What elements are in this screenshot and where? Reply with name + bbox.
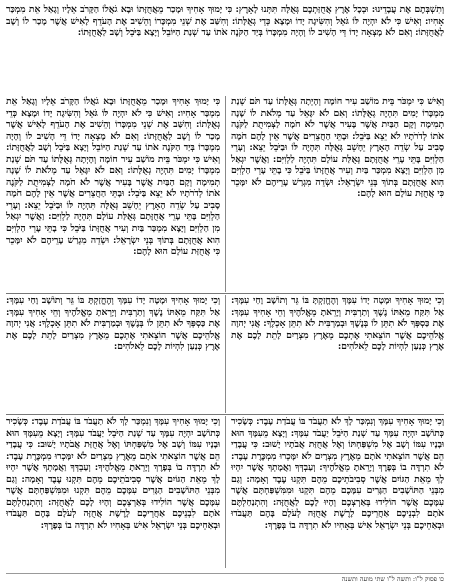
section-2-left-column: וְכִי יָמוּךְ אָחִיךָ וּמָטָה יָדוֹ עִמָּךְ וְהֶחֱזַקְתָּ בּוֹ גֵּר וְתוֹשָׁב וָחַי עִמָּךְ: אַל תִּקַּח מֵאִתּוֹ נֶשֶׁךְ וְתַרְבִּית וְיָרֵאתָ מֵאֱלֹהֶיךָ וְחֵי אָחִיךָ עִמָּךְ: אֶת כַּסְפְּךָ לֹא תִתֵּן לוֹ בְּנֶשֶׁךְ וּבְמַרְבִּית לֹא תִתֵּן אָכְלֶךָ: אֲנִי יְהוָה אֱלֹהֵיכֶם אֲשֶׁר הוֹצֵאתִי אֶתְכֶם מֵאֶרֶץ מִצְרַיִם לָתֵת לָכֶם אֶת אֶרֶץ כְּנַעַן לִהְיוֹת לָכֶם לֵאלֹהִים: <box>6 295 226 413</box>
section-3-left-column: וְכִי יָמוּךְ אָחִיךָ עִמָּךְ וְנִמְכַּר לָךְ לֹא תַעֲבֹד בּוֹ עֲבֹדַת עָבֶד: כְּשָׂכִיר כְּתוֹשָׁב יִהְיֶה עִמָּךְ עַד שְׁנַת הַיֹּבֵל יַעֲבֹד עִמָּךְ: וְיָצָא מֵעִמָּךְ הוּא וּבָנָיו עִמּוֹ וְשָׁב אֶל מִשְׁפַּחְתּוֹ וְאֶל אֲחֻזַּת אֲבֹתָיו יָשׁוּב: כִּי עֲבָדַי הֵם אֲשֶׁר הוֹצֵאתִי אֹתָם מֵאֶרֶץ מִצְרַיִם לֹא יִמָּכְרוּ מִמְכֶּרֶת עָבֶד: לֹא תִרְדֶּה בוֹ בְּפָרֶךְ וְיָרֵאתָ מֵאֱלֹהֶיךָ: וְעַבְדְּךָ וַאֲמָתְךָ אֲשֶׁר יִהְיוּ לָךְ מֵאֵת הַגּוֹיִם אֲשֶׁר סְבִיבֹתֵיכֶם מֵהֶם תִּקְנוּ עֶבֶד וְאָמָה: וְגַם מִבְּנֵי הַתּוֹשָׁבִים הַגָּרִים עִמָּכֶם מֵהֶם תִּקְנוּ וּמִמִּשְׁפַּחְתָּם אֲשֶׁר עִמָּכֶם אֲשֶׁר הוֹלִידוּ בְּאַרְצְכֶם וְהָיוּ לָכֶם לַאֲחֻזָּה: וְהִתְנַחַלְתֶּם אֹתָם לִבְנֵיכֶם אַחֲרֵיכֶם לָרֶשֶׁת אֲחֻזָּה לְעֹלָם בָּהֶם תַּעֲבֹדוּ וּבְאַחֵיכֶם בְּנֵי יִשְׂרָאֵל אִישׁ בְּאָחִיו לֹא תִרְדֶּה בוֹ בְּפָרֶךְ: <box>6 416 226 568</box>
section-2-right-column: וְכִי יָמוּךְ אָחִיךָ וּמָטָה יָדוֹ עִמָּךְ וְהֶחֱזַקְתָּ בּוֹ גֵּר וְתוֹשָׁב וָחַי עִמָּךְ: אַל תִּקַּח מֵאִתּוֹ נֶשֶׁךְ וְתַרְבִּית וְיָרֵאתָ מֵאֱלֹהֶיךָ וְחֵי אָחִיךָ עִמָּךְ: אֶת כַּסְפְּךָ לֹא תִתֵּן לוֹ בְּנֶשֶׁךְ וּבְמַרְבִּית לֹא תִתֵּן אָכְלֶךָ: אֲנִי יְהוָה אֱלֹהֵיכֶם אֲשֶׁר הוֹצֵאתִי אֶתְכֶם מֵאֶרֶץ מִצְרָיִם לָתֵת לָכֶם אֶת אֶרֶץ כְּנַעַן לִהְיוֹת לָכֶם לֵאלֹהִים: <box>231 295 444 353</box>
section-2-columns <box>6 295 444 413</box>
section-1-columns <box>6 96 444 292</box>
section-divider <box>6 414 444 415</box>
page-footer: כו פסוק ל"ו: ותשה ל"ו שתי מועה ותשנה <box>6 573 444 584</box>
section-3-columns <box>6 416 444 568</box>
top-verse-block: וְתִשְׁבְּתֶם אֶת עֲבָדֵינוּ: וּבְכָל אֶרֶץ אֲחֻזַּתְכֶם גְּאֻלָּה תִּתְּנוּ לָאָרֶץ: כִּי יָמוּךְ אָחִיךָ וּמָכַר מֵאֲחֻזָּתוֹ וּבָא גֹאֲלוֹ הַקָּרֹב אֵלָיו וְגָאַל אֵת מִמְכַּר אָחִיו: וְאִישׁ כִּי לֹא יִהְיֶה לּוֹ גֹּאֵל וְהִשִּׂיגָה יָדוֹ וּמָצָא כְּדֵי גְאֻלָּתוֹ: וְחִשַּׁב אֶת שְׁנֵי מִמְכָּרוֹ וְהֵשִׁיב אֶת הָעֹדֵף לָאִישׁ אֲשֶׁר מָכַר לוֹ וְשָׁב לַאֲחֻזָּתוֹ: וְאִם לֹא מָצְאָה יָדוֹ דֵּי הָשִׁיב לוֹ וְהָיָה מִמְכָּרוֹ בְּיַד הַקֹּנֶה אֹתוֹ עַד שְׁנַת הַיּוֹבֵל וְיָצָא בַּיֹּבֵל וְשָׁב לַאֲחֻזָּתוֹ: <box>6 4 444 39</box>
section-divider <box>6 293 444 294</box>
section-1-right-column: וְאִישׁ כִּי יִמְכֹּר בֵּית מוֹשַׁב עִיר חוֹמָה וְהָיְתָה גְּאֻלָּתוֹ עַד תֹּם שְׁנַת מִמְכָּרוֹ יָמִים תִּהְיֶה גְאֻלָּתוֹ: וְאִם לֹא יִגָּאֵל עַד מְלֹאת לוֹ שָׁנָה תְמִימָה וְקָם הַבַּיִת אֲשֶׁר בָּעִיר אֲשֶׁר לֹא חֹמָה לַצְּמִיתֻת לַקֹּנֶה אֹתוֹ לְדֹרֹתָיו לֹא יֵצֵא בַּיֹּבֵל: וּבָתֵּי הַחֲצֵרִים אֲשֶׁר אֵין לָהֶם חֹמָה סָבִיב עַל שְׂדֵה הָאָרֶץ יֵחָשֵׁב גְּאֻלָּה תִּהְיֶה לּוֹ וּבַיֹּבֵל יֵצֵא: וְעָרֵי הַלְוִיִּם בָּתֵּי עָרֵי אֲחֻזָּתָם גְּאֻלַּת עוֹלָם תִּהְיֶה לַלְוִיִּם: וַאֲשֶׁר יִגְאַל מִן הַלְוִיִּם וְיָצָא מִמְכַּר בַּיִת וְעִיר אֲחֻזָּתוֹ בַּיֹּבֵל כִּי בָתֵּי עָרֵי הַלְוִיִּם הִוא אֲחֻזָּתָם בְּתוֹךְ בְּנֵי יִשְׂרָאֵל: וּשְׂדֵה מִגְרַשׁ עָרֵיהֶם לֹא יִמָּכֵר כִּי אֲחֻזַּת עוֹלָם הוּא לָהֶם: <box>231 96 444 200</box>
section-1-left-column: כִּי יָמוּךְ אָחִיךָ וּמָכַר מֵאֲחֻזָּתוֹ וּבָא גֹאֲלוֹ הַקָּרֹב אֵלָיו וְגָאַל אֵת מִמְכַּר אָחִיו: וְאִישׁ כִּי לֹא יִהְיֶה לּוֹ גֹּאֵל וְהִשִּׂיגָה יָדוֹ וּמָצָא כְּדֵי גְאֻלָּתוֹ: וְחִשַּׁב אֶת שְׁנֵי מִמְכָּרוֹ וְהֵשִׁיב אֶת הָעֹדֵף לָאִישׁ אֲשֶׁר מָכַר לוֹ וְשָׁב לַאֲחֻזָּתוֹ: וְאִם לֹא מָצְאָה יָדוֹ דֵּי הָשִׁיב לוֹ וְהָיָה מִמְכָּרוֹ בְּיַד הַקֹּנֶה אֹתוֹ עַד שְׁנַת הַיּוֹבֵל וְיָצָא בַּיֹּבֵל וְשָׁב לַאֲחֻזָּתוֹ: וְאִישׁ כִּי יִמְכֹּר בֵּית מוֹשַׁב עִיר חוֹמָה וְהָיְתָה גְּאֻלָּתוֹ עַד תֹּם שְׁנַת מִמְכָּרוֹ יָמִים תִּהְיֶה גְאֻלָּתוֹ: וְאִם לֹא יִגָּאֵל עַד מְלֹאת לוֹ שָׁנָה תְמִימָה וְקָם הַבַּיִת אֲשֶׁר בָּעִיר אֲשֶׁר לֹא חֹמָה לַצְּמִיתֻת לַקֹּנֶה אֹתוֹ לְדֹרֹתָיו לֹא יֵצֵא בַּיֹּבֵל: וּבָתֵּי הַחֲצֵרִים אֲשֶׁר אֵין לָהֶם חֹמָה סָבִיב עַל שְׂדֵה הָאָרֶץ יֵחָשֵׁב גְּאֻלָּה תִּהְיֶה לּוֹ וּבַיֹּבֵל יֵצֵא: וְעָרֵי הַלְוִיִּם בָּתֵּי עָרֵי אֲחֻזָּתָם גְּאֻלַּת עוֹלָם תִּהְיֶה לַלְוִיִּם: וַאֲשֶׁר יִגְאַל מִן הַלְוִיִּם וְיָצָא מִמְכַּר בַּיִת וְעִיר אֲחֻזָּתוֹ בַּיֹּבֵל כִּי בָתֵּי עָרֵי הַלְוִיִּם הִוא אֲחֻזָּתָם בְּתוֹךְ בְּנֵי יִשְׂרָאֵל: וּשְׂדֵה מִגְרַשׁ עָרֵיהֶם לֹא יִמָּכֵר כִּי אֲחֻזַּת עוֹלָם הוּא לָהֶם: <box>6 96 226 292</box>
section-3-right-column: וְכִי יָמוּךְ אָחִיךָ עִמָּךְ וְנִמְכַּר לָךְ לֹא תַעֲבֹד בּוֹ עֲבֹדַת עָבֶד: כְּשָׂכִיר כְּתוֹשָׁב יִהְיֶה עִמָּךְ עַד שְׁנַת הַיֹּבֵל יַעֲבֹד עִמָּךְ: וְיָצָא מֵעִמָּךְ הוּא וּבָנָיו עִמּוֹ וְשָׁב אֶל מִשְׁפַּחְתּוֹ וְאֶל אֲחֻזַּת אֲבֹתָיו יָשׁוּב: כִּי עֲבָדַי הֵם אֲשֶׁר הוֹצֵאתִי אֹתָם מֵאֶרֶץ מִצְרָיִם לֹא יִמָּכְרוּ מִמְכֶּרֶת עָבֶד: לֹא תִרְדֶּה בוֹ בְּפָרֶךְ וְיָרֵאתָ מֵאֱלֹהֶיךָ: וְעַבְדְּךָ וַאֲמָתְךָ אֲשֶׁר יִהְיוּ לָךְ מֵאֵת הַגּוֹיִם אֲשֶׁר סְבִיבֹתֵיכֶם מֵהֶם תִּקְנוּ עֶבֶד וְאָמָה: וְגַם מִבְּנֵי הַתּוֹשָׁבִים הַגָּרִים עִמָּכֶם מֵהֶם תִּקְנוּ וּמִמִּשְׁפַּחְתָּם אֲשֶׁר עִמָּכֶם אֲשֶׁר הוֹלִידוּ בְּאַרְצְכֶם וְהָיוּ לָכֶם לַאֲחֻזָּה: וְהִתְנַחַלְתֶּם אֹתָם לִבְנֵיכֶם אַחֲרֵיכֶם לָרֶשֶׁת אֲחֻזָּה לְעֹלָם בָּהֶם תַּעֲבֹדוּ וּבְאַחֵיכֶם בְּנֵי יִשְׂרָאֵל אִישׁ בְּאָחִיו לֹא תִרְדֶּה בוֹ בְּפָרֶךְ: <box>231 416 444 531</box>
